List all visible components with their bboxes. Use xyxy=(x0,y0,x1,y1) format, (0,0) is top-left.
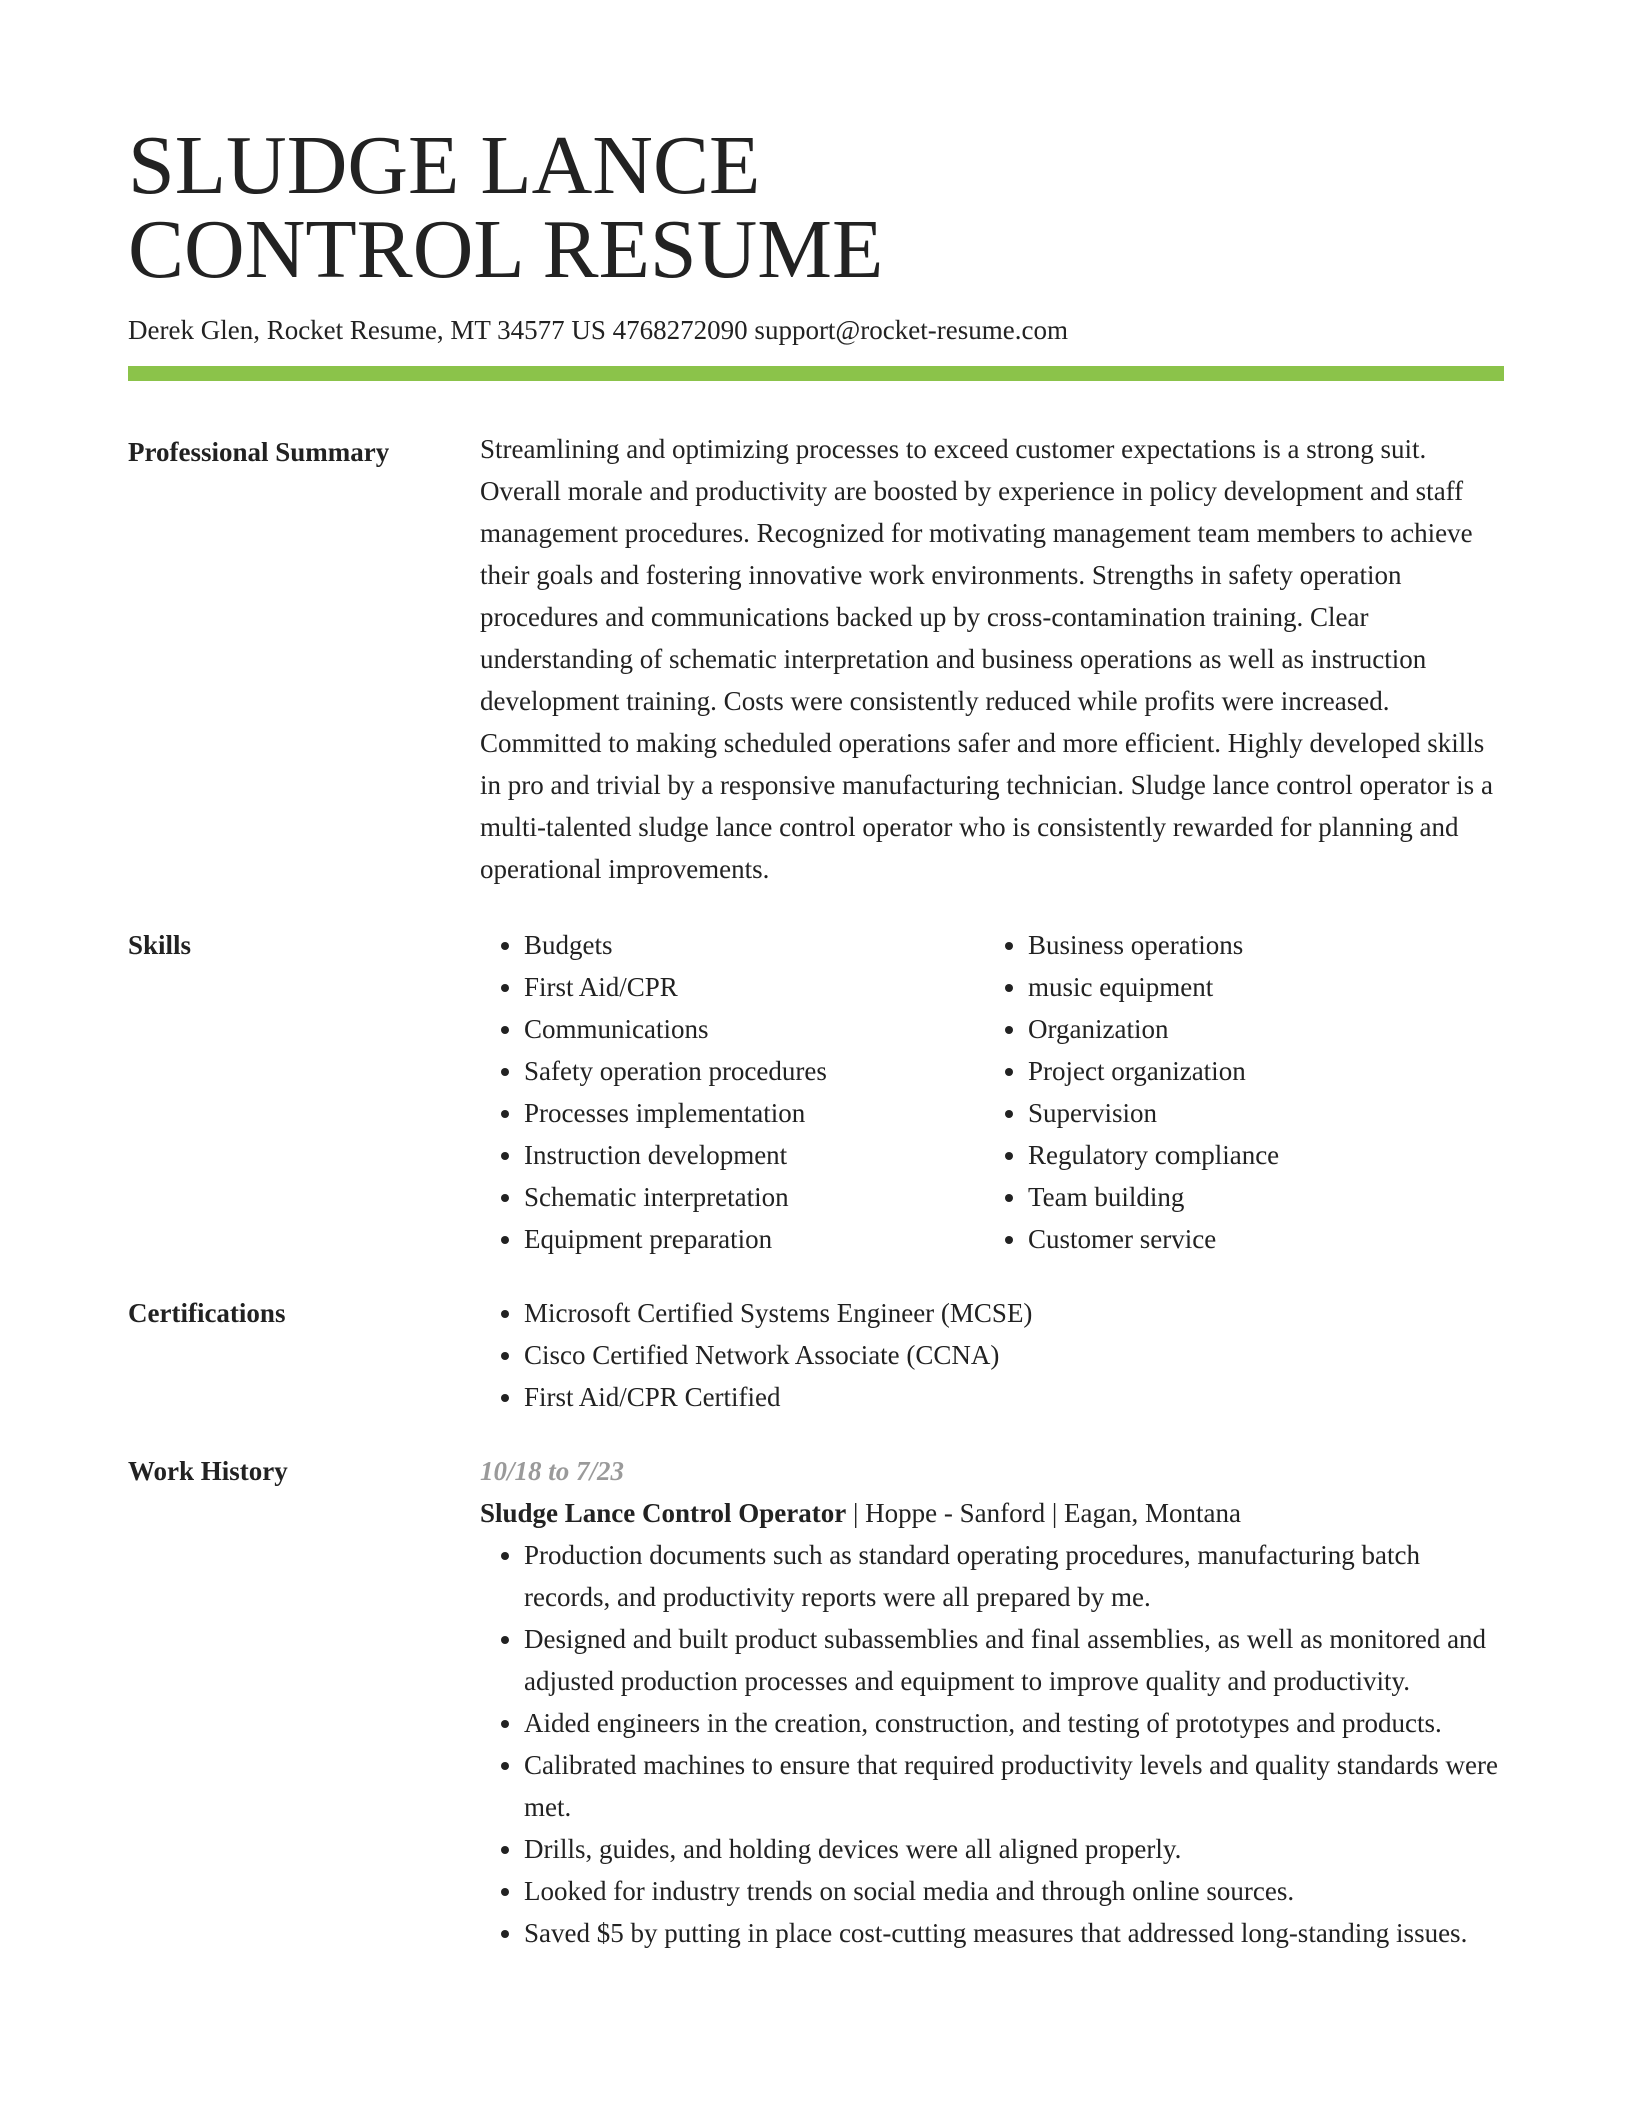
job-details: | Hoppe - Sanford | Eagan, Montana xyxy=(846,1498,1241,1528)
job-bullets xyxy=(480,1534,1504,1954)
certifications-list xyxy=(480,1292,1504,1418)
title-line-2: CONTROL RESUME xyxy=(128,203,884,296)
list-item: • First Aid/CPR Certified xyxy=(524,1376,1504,1418)
list-item: • Aided engineers in the creation, construction, and testing of prototypes and products. xyxy=(524,1702,1504,1744)
work-history-section xyxy=(128,1450,1504,1954)
list-item: • Calibrated machines to ensure that required productivity levels and quality standards were met. xyxy=(524,1744,1504,1828)
list-item: • Business operations xyxy=(1028,924,1488,966)
skills-column-left xyxy=(480,924,984,1260)
list-item: • Project organization xyxy=(1028,1050,1488,1092)
summary-label: Professional Summary xyxy=(128,437,390,467)
list-item: • Cisco Certified Network Associate (CCNA) xyxy=(524,1334,1504,1376)
list-item: • Processes implementation xyxy=(524,1092,984,1134)
list-item: • Looked for industry trends on social media and through online sources. xyxy=(524,1870,1504,1912)
list-item: • Communications xyxy=(524,1008,984,1050)
job-dates: 10/18 to 7/23 xyxy=(480,1456,625,1486)
list-item: • Safety operation procedures xyxy=(524,1050,984,1092)
list-item: • Regulatory compliance xyxy=(1028,1134,1488,1176)
list-item: • Production documents such as standard operating procedures, manufacturing batch records, and productivity reports were all prepared by me. xyxy=(524,1534,1504,1618)
resume-title xyxy=(128,119,1504,296)
skills-list-right xyxy=(984,924,1488,1260)
list-item: • Instruction development xyxy=(524,1134,984,1176)
list-item: • Customer service xyxy=(1028,1218,1488,1260)
list-item: • music equipment xyxy=(1028,966,1488,1008)
list-item: • Budgets xyxy=(524,924,984,966)
job-heading xyxy=(480,1492,1504,1534)
list-item: • Drills, guides, and holding devices were all aligned properly. xyxy=(524,1828,1504,1870)
skills-body xyxy=(480,924,1504,1260)
skills-section xyxy=(128,924,1504,1260)
work-history-body xyxy=(480,1450,1504,1954)
title-line-1: SLUDGE LANCE xyxy=(128,119,761,212)
summary-text: Streamlining and optimizing processes to exceed customer expectations is a strong suit. Overall morale and productivity are boosted by experience in policy development and staff management procedures. Recognized for motivating management team members to achieve their goals and fostering innovative work environments. Strengths in safety operation procedures and communications backed up by cross-contamination training. Clear understanding of schematic interpretation and business operations as well as instruction development training. Costs were consistently reduced while profits were increased. Committed to making scheduled operations safer and more efficient. Highly developed skills in pro and trivial by a responsive manufacturing technician. Sludge lance control operator is a multi-talented sludge lance control operator who is consistently rewarded for planning and operational improvements. xyxy=(480,434,1493,884)
list-item: • Equipment preparation xyxy=(524,1218,984,1260)
summary-section xyxy=(128,431,1504,890)
certifications-body xyxy=(480,1292,1504,1418)
list-item: • Team building xyxy=(1028,1176,1488,1218)
list-item: • Supervision xyxy=(1028,1092,1488,1134)
list-item: • Saved $5 by putting in place cost-cutting measures that addressed long-standing issues. xyxy=(524,1912,1504,1954)
skills-list-left xyxy=(480,924,984,1260)
certifications-label: Certifications xyxy=(128,1298,286,1328)
list-item: • Designed and built product subassemblies and final assemblies, as well as monitored and adjusted production processes and equipment to improve quality and productivity. xyxy=(524,1618,1504,1702)
list-item: • First Aid/CPR xyxy=(524,966,984,1008)
certifications-section xyxy=(128,1292,1504,1418)
work-history-label: Work History xyxy=(128,1456,288,1486)
summary-body xyxy=(480,431,1504,890)
skills-column-right xyxy=(984,924,1488,1260)
resume-page xyxy=(128,119,1504,1954)
list-item: • Schematic interpretation xyxy=(524,1176,984,1218)
accent-divider xyxy=(128,366,1504,381)
list-item: • Organization xyxy=(1028,1008,1488,1050)
skills-label: Skills xyxy=(128,930,192,960)
job-title: Sludge Lance Control Operator xyxy=(480,1498,847,1528)
contact-info: Derek Glen, Rocket Resume, MT 34577 US 4768272090 support@rocket-resume.com xyxy=(128,315,1068,345)
list-item: • Microsoft Certified Systems Engineer (MCSE) xyxy=(524,1292,1504,1334)
